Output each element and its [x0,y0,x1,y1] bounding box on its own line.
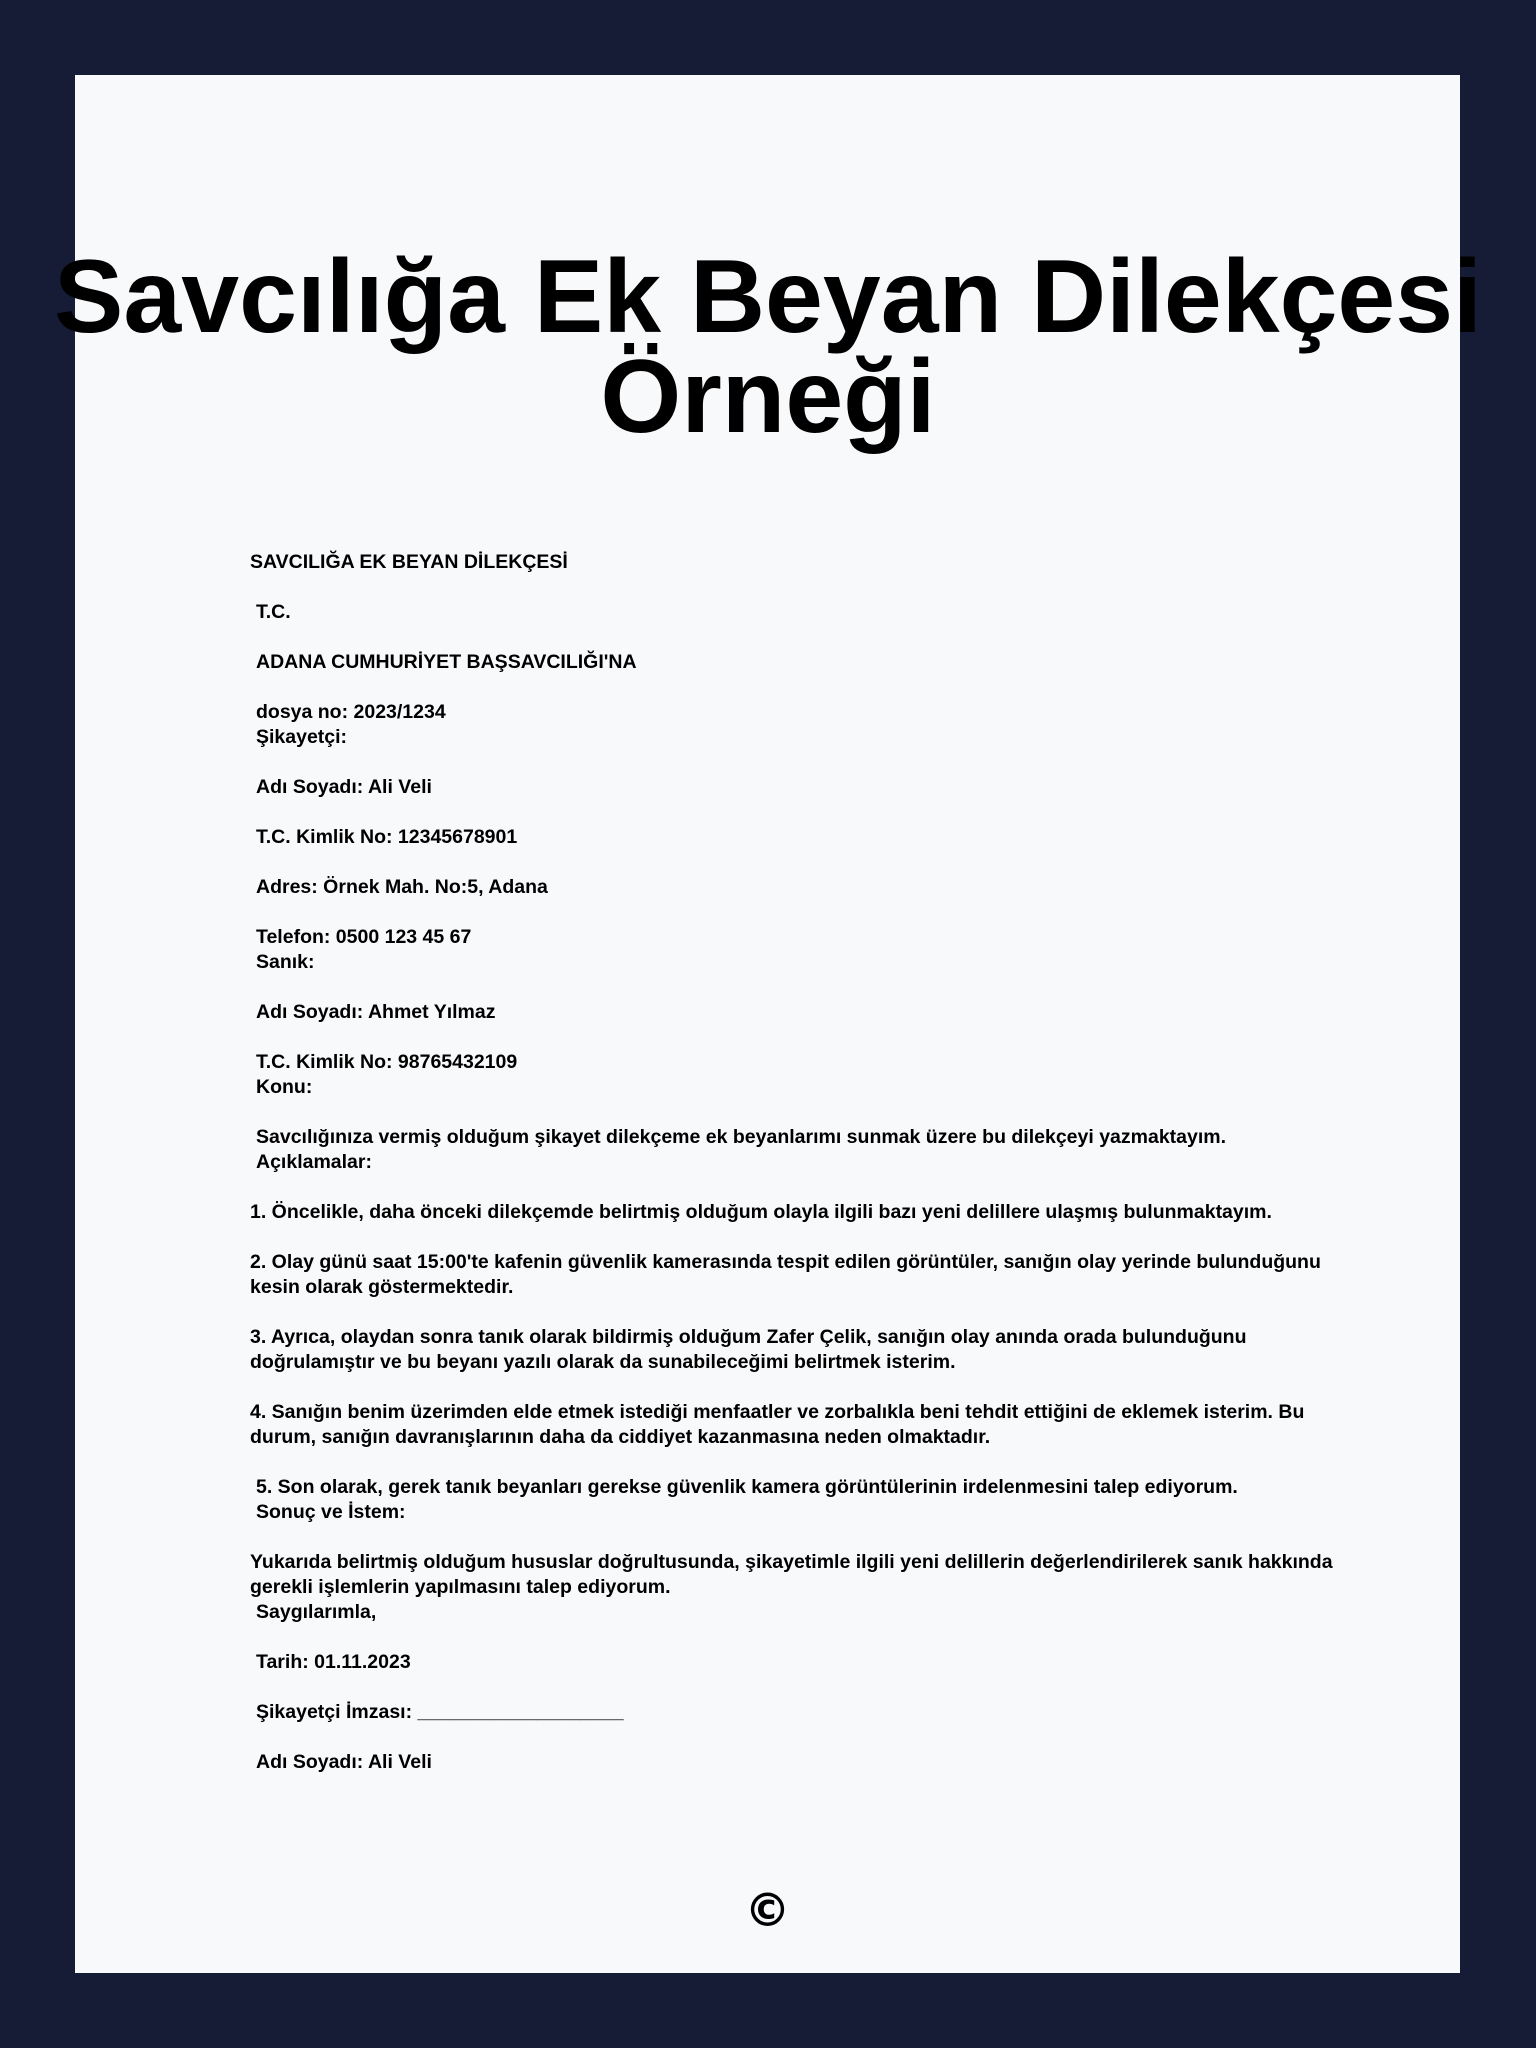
conclusion-label: Sonuç ve İstem: [256,1501,406,1523]
complainant-id: T.C. Kimlik No: 12345678901 [256,826,518,848]
subject-text: Savcılığınıza vermiş olduğum şikayet dilekçeme ek beyanlarımı sunmak üzere bu dilekçeyi yazmaktayım. [256,1126,1227,1148]
tc-line: T.C. [256,601,291,623]
complainant-address: Adres: Örnek Mah. No:5, Adana [256,876,548,898]
date-line: Tarih: 01.11.2023 [256,1651,411,1673]
complainant-label: Şikayetçi: [256,726,348,748]
signature-line: Şikayetçi İmzası: ___________________ [256,1701,624,1723]
petition-body [250,550,1370,1775]
defendant-label: Sanık: [256,951,315,973]
explanation-item-4: 4. Sanığın benim üzerimden elde etmek istediği menfaatler ve zorbalıkla beni tehdit ettiğini de eklemek isterim. Bu durum, sanığın davranışlarının daha da ciddiyet kazanmasına neden olmaktadır. [250,1401,1310,1448]
defendant-id: T.C. Kimlik No: 98765432109 [256,1051,518,1073]
file-number: dosya no: 2023/1234 [256,701,446,723]
explanations-label: Açıklamalar: [256,1151,372,1173]
explanation-item-5: 5. Son olarak, gerek tanık beyanları gerekse güvenlik kamera görüntülerinin irdelenmesini talep ediyorum. [256,1476,1238,1498]
defendant-name: Adı Soyadı: Ahmet Yılmaz [256,1001,496,1023]
explanation-item-1: 1. Öncelikle, daha önceki dilekçemde belirtmiş olduğum olayla ilgili bazı yeni delillere ulaşmış bulunmaktayım. [250,1201,1272,1223]
petition-heading: SAVCILIĞA EK BEYAN DİLEKÇESİ [250,551,568,573]
subject-label: Konu: [256,1076,313,1098]
signer-name: Adı Soyadı: Ali Veli [256,1751,432,1773]
copyright-icon: © [744,1883,791,1937]
authority-line: ADANA CUMHURİYET BAŞSAVCILIĞI'NA [256,651,637,673]
page-title: Savcılığa Ek Beyan Dilekçesi Örneği [54,239,1482,455]
explanation-item-2: 2. Olay günü saat 15:00'te kafenin güvenlik kamerasında tespit edilen görüntüler, sanığın olay yerinde bulunduğunu kesin olarak göstermektedir. [250,1251,1327,1298]
conclusion-text: Yukarıda belirtmiş olduğum hususlar doğrultusunda, şikayetimle ilgili yeni delillerin değerlendirilerek sanık hakkında gerekli işlemlerin yapılmasını talep ediyorum. [250,1551,1338,1598]
explanation-item-3: 3. Ayrıca, olaydan sonra tanık olarak bildirmiş olduğum Zafer Çelik, sanığın olay anında orada bulunduğunu doğrulamıştır ve bu beyanı yazılı olarak da sunabileceğimi belirtmek isterim. [250,1326,1252,1373]
document-page [54,75,1482,1973]
closing-line: Saygılarımla, [256,1601,377,1623]
complainant-name: Adı Soyadı: Ali Veli [256,776,432,798]
complainant-phone: Telefon: 0500 123 45 67 [256,926,472,948]
